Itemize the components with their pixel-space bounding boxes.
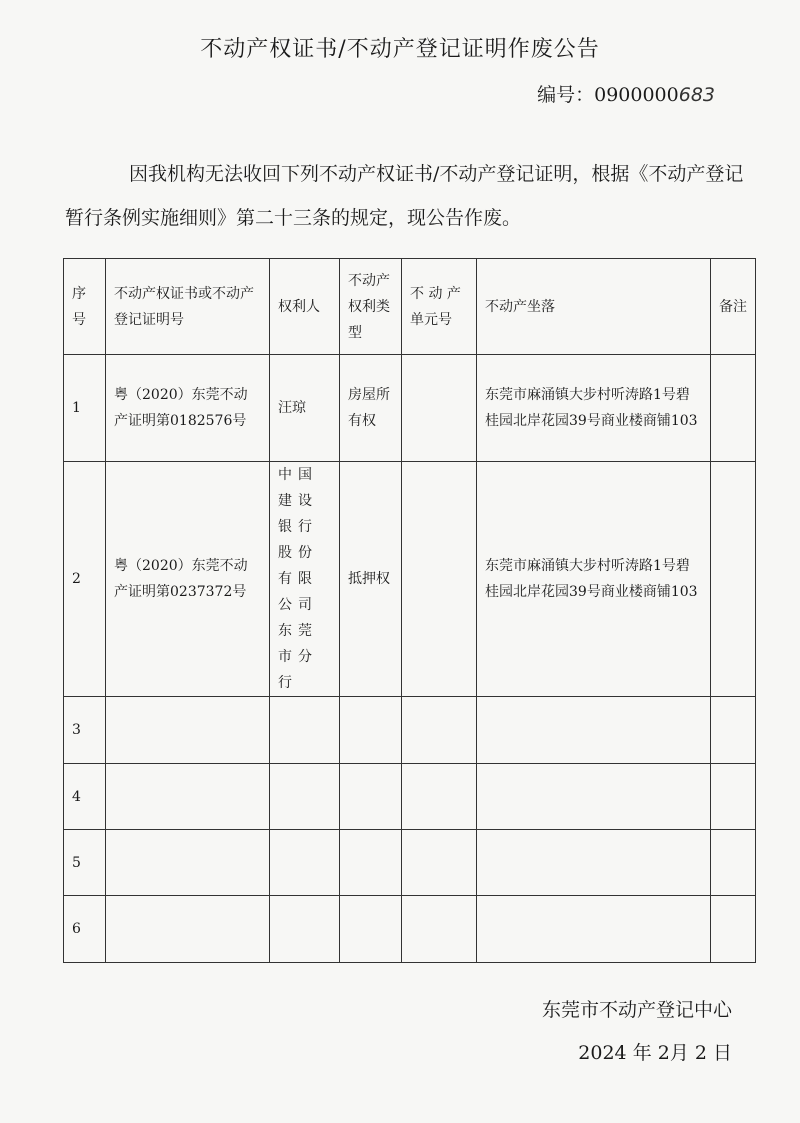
property-location	[477, 830, 711, 896]
table-row	[64, 764, 756, 830]
property-location	[477, 896, 711, 963]
table-row	[64, 462, 756, 697]
header-cell: 备注	[711, 259, 756, 355]
cert-number	[106, 697, 270, 764]
row-number: 3	[64, 697, 106, 764]
table-row	[64, 896, 756, 963]
serial-number	[537, 80, 715, 107]
row-number: 5	[64, 830, 106, 896]
issuing-organization: 东莞市不动产登记中心	[541, 999, 732, 1021]
document-title: 不动产权证书/不动产登记证明作废公告	[200, 37, 600, 62]
table-row	[64, 697, 756, 764]
unit-number	[402, 697, 477, 764]
certificate-table	[63, 258, 756, 963]
right-type	[340, 764, 402, 830]
unit-number	[402, 355, 477, 462]
remark	[711, 355, 756, 462]
right-type: 房屋所有权	[340, 355, 402, 462]
issue-date: 2024 年 2月 2 日	[578, 1042, 732, 1064]
row-number: 1	[64, 355, 106, 462]
header-cell: 不 动 产 单元号	[402, 259, 477, 355]
right-holder	[270, 896, 340, 963]
row-number: 2	[64, 462, 106, 697]
cert-number	[106, 764, 270, 830]
remark	[711, 697, 756, 764]
property-location: 东莞市麻涌镇大步村听涛路1号碧桂园北岸花园39号商业楼商铺103	[477, 355, 711, 462]
unit-number	[402, 896, 477, 963]
header-cell: 不动产权利类型	[340, 259, 402, 355]
unit-number	[402, 830, 477, 896]
cert-number	[106, 896, 270, 963]
right-holder: 中国建设银行股份有限公司东莞市分行	[270, 462, 340, 697]
right-type	[340, 697, 402, 764]
remark	[711, 462, 756, 697]
row-number: 6	[64, 896, 106, 963]
right-holder	[270, 697, 340, 764]
header-cell: 序号	[64, 259, 106, 355]
table-row	[64, 355, 756, 462]
remark	[711, 896, 756, 963]
table-header-row	[64, 259, 756, 355]
right-type	[340, 830, 402, 896]
row-number: 4	[64, 764, 106, 830]
unit-number	[402, 764, 477, 830]
property-location: 东莞市麻涌镇大步村听涛路1号碧桂园北岸花园39号商业楼商铺103	[477, 462, 711, 697]
right-holder	[270, 830, 340, 896]
header-cell: 权利人	[270, 259, 340, 355]
right-holder	[270, 764, 340, 830]
cert-number	[106, 830, 270, 896]
remark	[711, 764, 756, 830]
right-holder: 汪琼	[270, 355, 340, 462]
cert-number: 粤（2020）东莞不动产证明第0237372号	[106, 462, 270, 697]
unit-number	[402, 462, 477, 697]
serial-handwritten: 683	[678, 84, 715, 106]
remark	[711, 830, 756, 896]
property-location	[477, 764, 711, 830]
right-type: 抵押权	[340, 462, 402, 697]
header-cell: 不动产权证书或不动产登记证明号	[106, 259, 270, 355]
table-row	[64, 830, 756, 896]
cert-number: 粤（2020）东莞不动产证明第0182576号	[106, 355, 270, 462]
notice-paragraph: 因我机构无法收回下列不动产权证书/不动产登记证明，根据《不动产登记暂行条例实施细则》第二十三条的规定，现公告作废。	[65, 163, 744, 229]
serial-label: 编号：0900000	[537, 84, 679, 106]
right-type	[340, 896, 402, 963]
property-location	[477, 697, 711, 764]
header-cell: 不动产坐落	[477, 259, 711, 355]
